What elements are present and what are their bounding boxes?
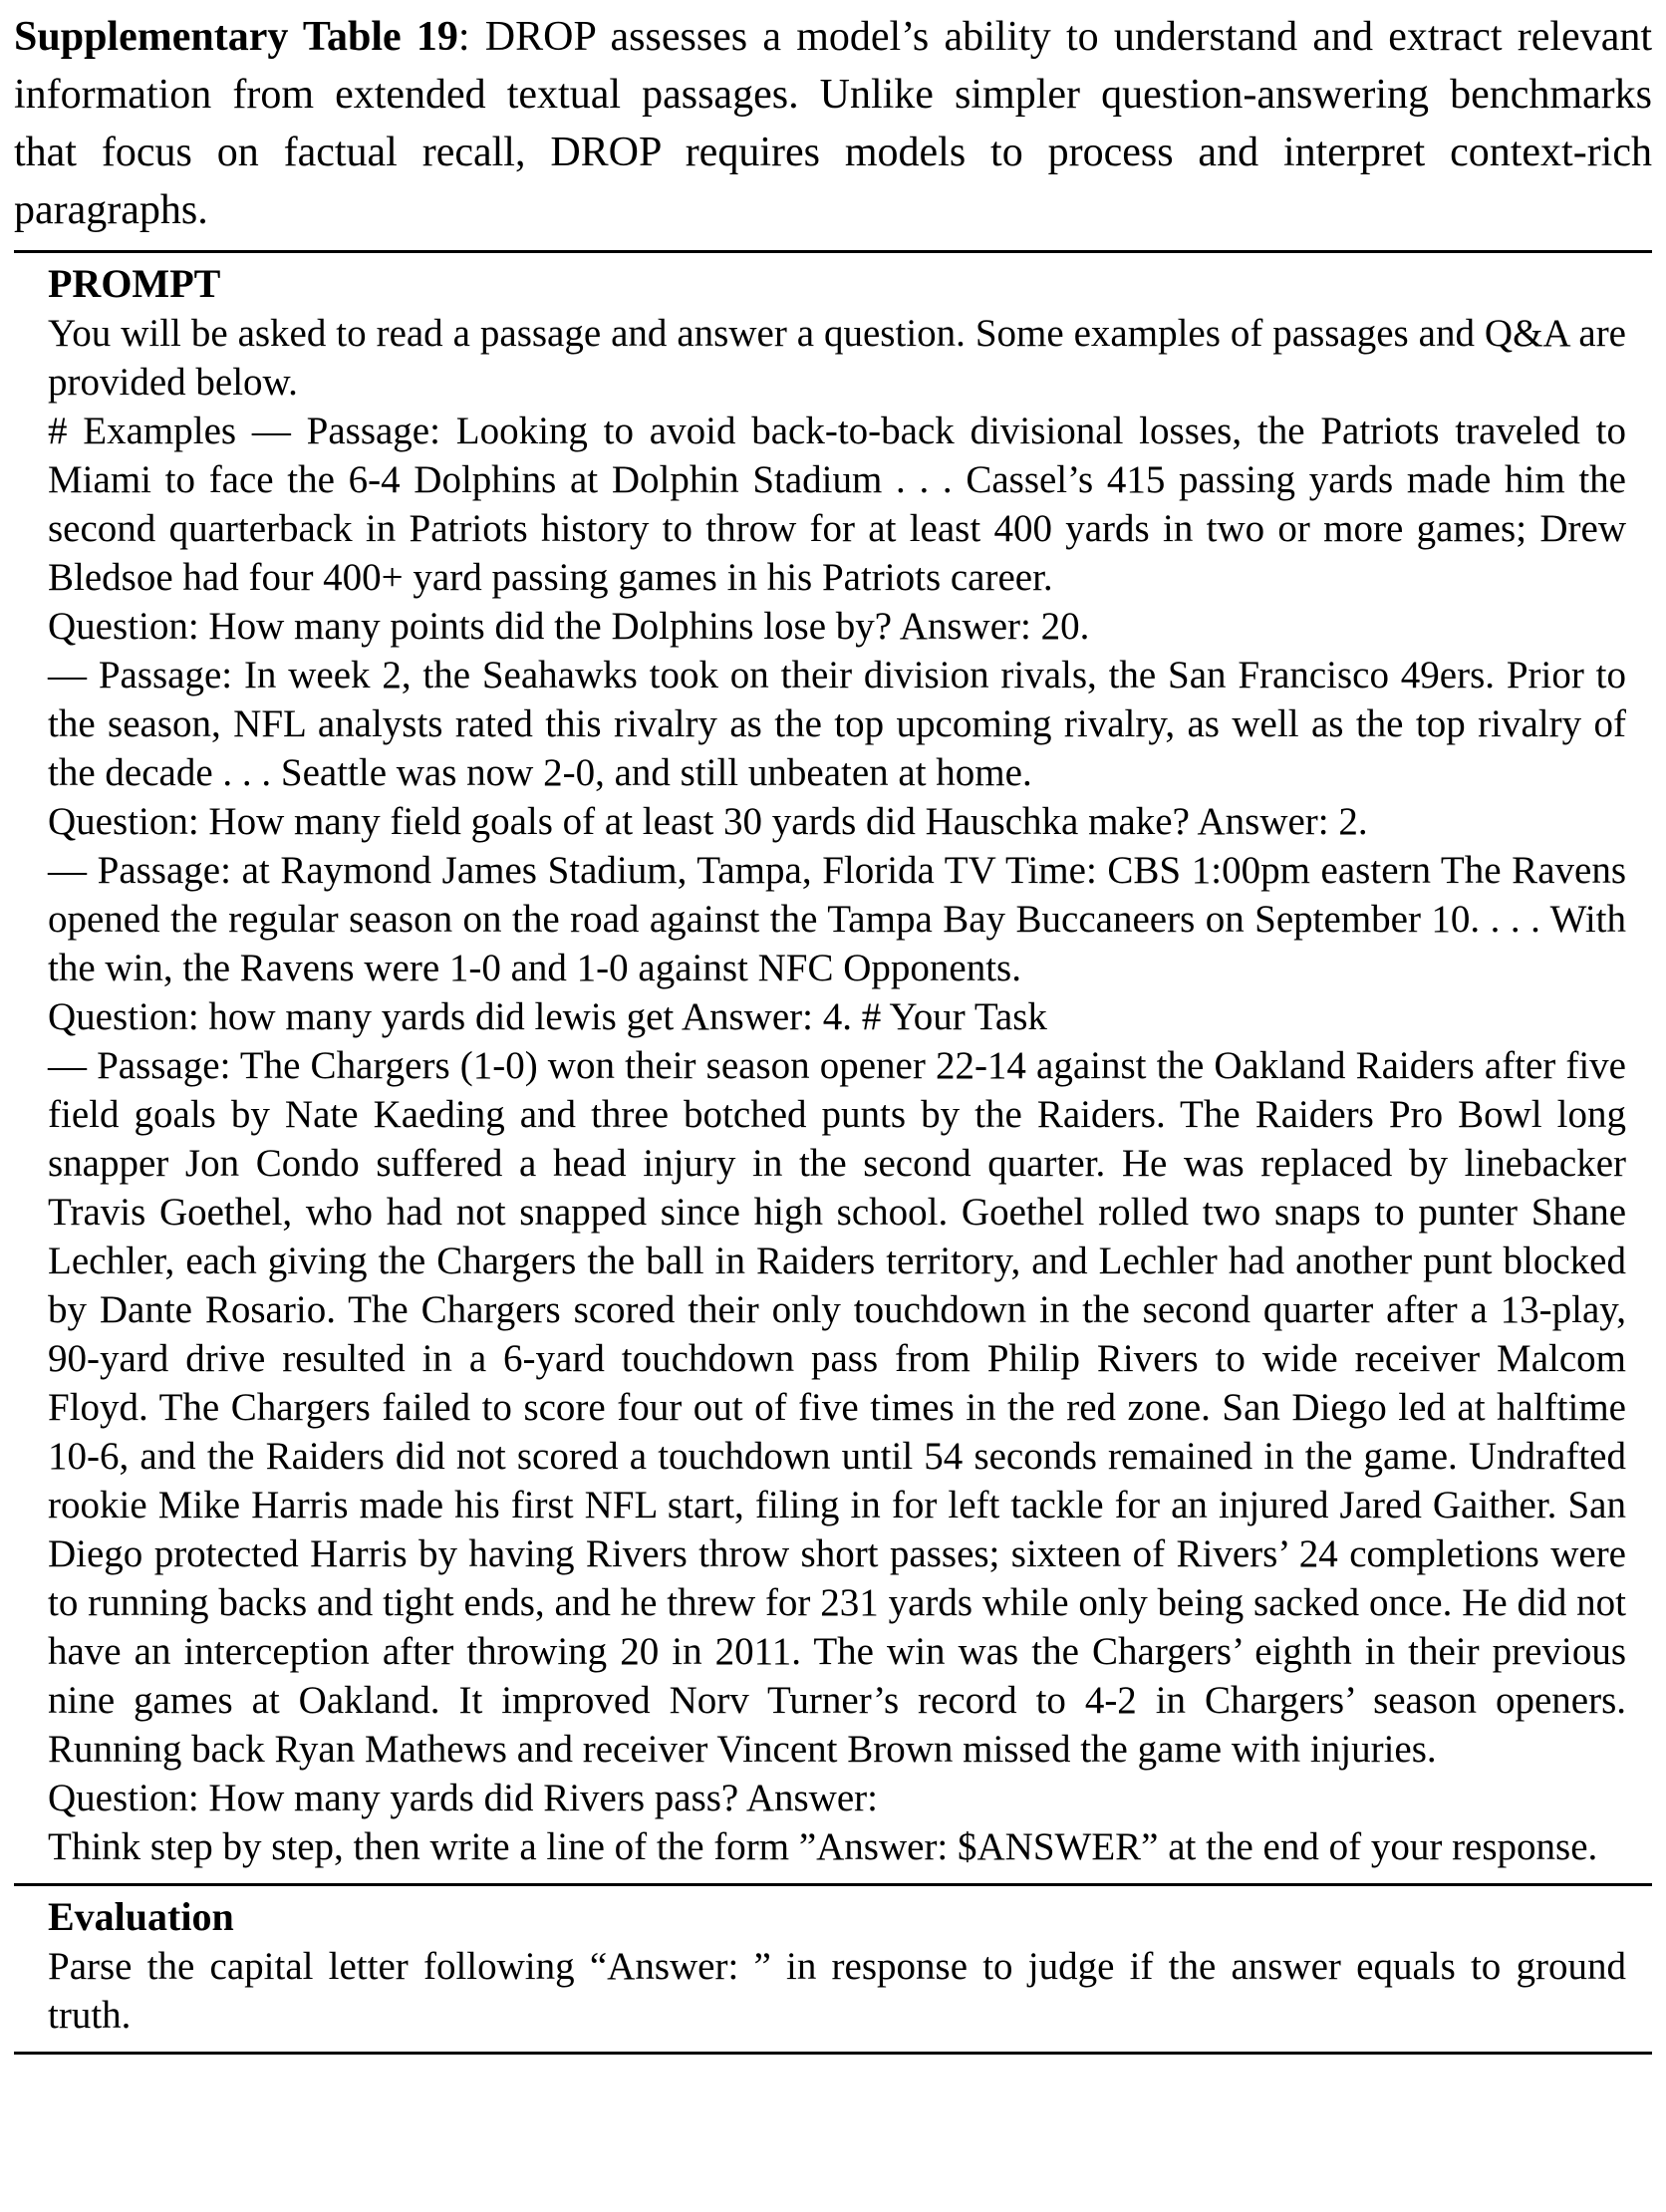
prompt-paragraph-instruction: Think step by step, then write a line of the form ”Answer: $ANSWER” at the end of your response. <box>48 1825 1598 1868</box>
table-frame <box>14 250 1652 2055</box>
evaluation-section <box>14 1886 1652 2055</box>
evaluation-paragraph: Parse the capital letter following “Answer: ” in response to judge if the answer equals to ground truth. <box>48 1945 1626 2037</box>
caption-separator: : <box>457 14 485 60</box>
prompt-paragraph-example2-question: Question: How many field goals of at least 30 yards did Hauschka make? Answer: 2. <box>48 800 1368 843</box>
prompt-paragraph-example3-passage: — Passage: at Raymond James Stadium, Tampa, Florida TV Time: CBS 1:00pm eastern The Ravens opened the regular season on the road against the Tampa Bay Buccaneers on September 10. . . . With the win, the Ravens were 1-0 and 1-0 against NFC Opponents. <box>48 849 1626 989</box>
table-caption <box>14 8 1652 239</box>
prompt-paragraph-example1-question: Question: How many points did the Dolphins lose by? Answer: 20. <box>48 605 1090 648</box>
prompt-paragraph-example1-passage: # Examples — Passage: Looking to avoid back-to-back divisional losses, the Patriots traveled to Miami to face the 6-4 Dolphins at Dolphin Stadium . . . Cassel’s 415 passing yards made him the second quarterback in Patriots history to throw for at least 400 yards in two or more games; Drew Bledsoe had four 400+ yard passing games in his Patriots career. <box>48 410 1626 599</box>
evaluation-heading: Evaluation <box>48 1894 234 1939</box>
caption-label: Supplementary Table 19 <box>14 14 458 60</box>
prompt-paragraph-example2-passage: — Passage: In week 2, the Seahawks took on their division rivals, the San Francisco 49ers. Prior to the season, NFL analysts rated this rivalry as the top upcoming rivalry, as well as the top rivalry of the decade . . . Seattle was now 2-0, and still unbeaten at home. <box>48 654 1626 794</box>
prompt-section <box>14 253 1652 1886</box>
prompt-paragraph-intro: You will be asked to read a passage and answer a question. Some examples of passages and Q&A are provided below. <box>48 312 1626 404</box>
caption-text: DROP assesses a model’s ability to understand and extract relevant information from extended textual passages. Unlike simpler question-answering benchmarks that focus on factual recall, DROP requires models to process and interpret context-rich paragraphs. <box>14 14 1653 233</box>
prompt-heading: PROMPT <box>48 261 221 306</box>
prompt-paragraph-example3-question: Question: how many yards did lewis get Answer: 4. # Your Task <box>48 995 1047 1038</box>
prompt-paragraph-task-passage: — Passage: The Chargers (1-0) won their season opener 22-14 against the Oakland Raiders after five field goals by Nate Kaeding and three botched punts by the Raiders. The Raiders Pro Bowl long snapper Jon Condo suffered a head injury in the second quarter. He was replaced by linebacker Travis Goethel, who had not snapped since high school. Goethel rolled two snaps to punter Shane Lechler, each giving the Chargers the ball in Raiders territory, and Lechler had another punt blocked by Dante Rosario. The Chargers scored their only touchdown in the second quarter after a 13-play, 90-yard drive resulted in a 6-yard touchdown pass from Philip Rivers to wide receiver Malcom Floyd. The Chargers failed to score four out of five times in the red zone. San Diego led at halftime 10-6, and the Raiders did not scored a touchdown until 54 seconds remained in the game. Undrafted rookie Mike Harris made his first NFL start, filing in for left tackle for an injured Jared Gaither. San Diego protected Harris by having Rivers throw short passes; sixteen of Rivers’ 24 completions were to running backs and tight ends, and he threw for 231 yards while only being sacked once. He did not have an interception after throwing 20 in 2011. The win was the Chargers’ eighth in their previous nine games at Oakland. It improved Norv Turner’s record to 4-2 in Chargers’ season openers. Running back Ryan Mathews and receiver Vincent Brown missed the game with injuries. <box>48 1044 1626 1771</box>
prompt-paragraph-task-question: Question: How many yards did Rivers pass? Answer: <box>48 1777 878 1819</box>
